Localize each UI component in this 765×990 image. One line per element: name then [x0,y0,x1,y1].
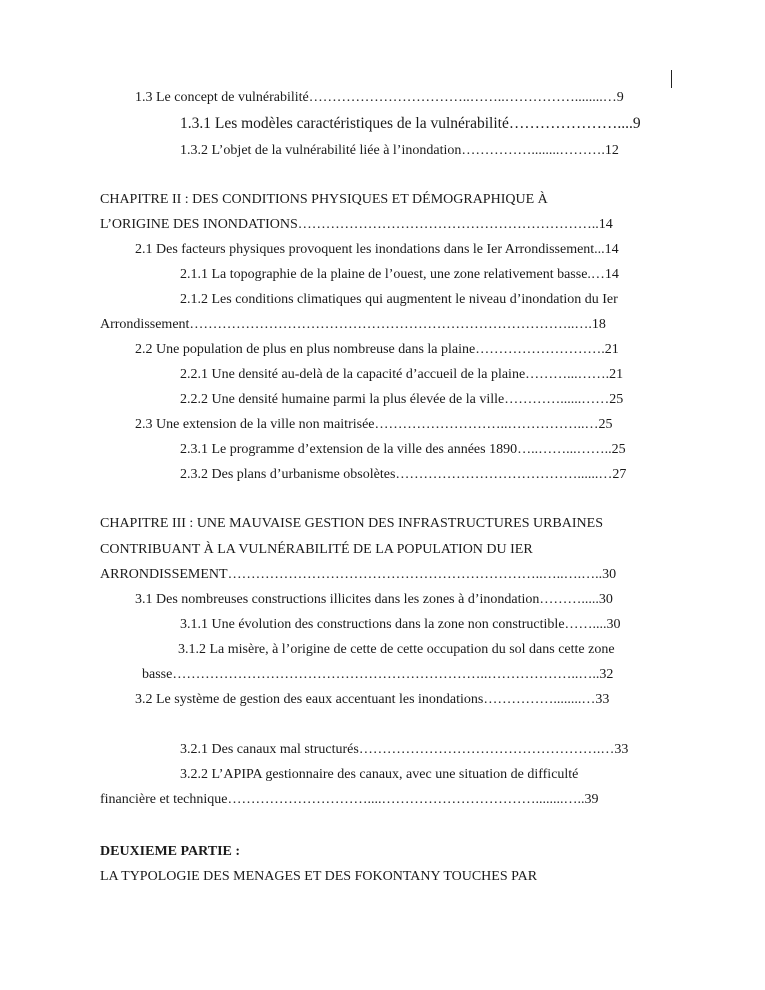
toc-entry-2-2-1[interactable]: 2.2.1 Une densité au-delà de la capacité d’accueil de la plaine………...…….21 [180,367,624,382]
toc-chapter-2-title-cont[interactable]: L’ORIGINE DES INONDATIONS………………………………………………………..14 [100,217,613,232]
toc-chapter-3-title-cont[interactable]: CONTRIBUANT À LA VULNÉRABILITÉ DE LA POPULATION DU IER [100,542,533,557]
toc-entry-3-2-1[interactable]: 3.2.1 Des canaux mal structurés…………………………………………….…33 [180,742,629,757]
toc-entry-3-1[interactable]: 3.1 Des nombreuses constructions illicites dans les zones à d’inondation……….....30 [135,592,613,607]
part-2-title[interactable]: LA TYPOLOGIE DES MENAGES ET DES FOKONTANY TOUCHES PAR [100,869,538,884]
toc-entry-2-2[interactable]: 2.2 Une population de plus en plus nombreuse dans la plaine……………………….21 [135,342,619,357]
toc-entry-2-3[interactable]: 2.3 Une extension de la ville non maitrisée………………………..……………..…25 [135,417,613,432]
toc-entry-3-2-2[interactable]: 3.2.2 L’APIPA gestionnaire des canaux, avec une situation de difficulté [180,767,579,782]
toc-entry-3-1-1[interactable]: 3.1.1 Une évolution des constructions dans la zone non constructible……....30 [180,617,621,632]
part-2-heading[interactable]: DEUXIEME PARTIE : [100,844,241,859]
toc-entry-1-3-1[interactable]: 1.3.1 Les modèles caractéristiques de la vulnérabilité…………………....9 [180,115,641,132]
toc-entry-1-3-2[interactable]: 1.3.2 L’objet de la vulnérabilité liée à l’inondation……………........……….12 [180,143,619,158]
toc-entry-3-2-2-cont[interactable]: financière et technique…………………………....……………………………........…..39 [100,792,599,807]
toc-entry-2-1[interactable]: 2.1 Des facteurs physiques provoquent les inondations dans le Ier Arrondissement...14 [135,242,619,257]
toc-chapter-3-title[interactable]: CHAPITRE III : UNE MAUVAISE GESTION DES INFRASTRUCTURES URBAINES [100,516,603,531]
toc-entry-3-1-2-cont[interactable]: basse…………………………………………………………..………………..…..32 [142,667,614,682]
text-cursor [671,70,672,88]
toc-entry-2-3-2[interactable]: 2.3.2 Des plans d’urbanisme obsolètes…………………………………......…27 [180,467,627,482]
toc-chapter-3-title-end[interactable]: ARRONDISSEMENT…………………………………………………………..…..….…..30 [100,567,617,582]
toc-entry-1-3[interactable]: 1.3 Le concept de vulnérabilité……………………………..……..……………........…9 [135,90,624,105]
toc-entry-2-1-2-cont[interactable]: Arrondissement………………………………………………………………………..….18 [100,317,606,332]
toc-entry-3-1-2[interactable]: 3.1.2 La misère, à l’origine de cette de cette occupation du sol dans cette zone [178,642,615,657]
toc-entry-2-3-1[interactable]: 2.3.1 Le programme d’extension de la ville des années 1890…..……...……..25 [180,442,626,457]
toc-entry-2-2-2[interactable]: 2.2.2 Une densité humaine parmi la plus élevée de la ville…………......……25 [180,392,624,407]
toc-chapter-2-title[interactable]: CHAPITRE II : DES CONDITIONS PHYSIQUES ET DÉMOGRAPHIQUE À [100,192,548,207]
toc-entry-3-2[interactable]: 3.2 Le système de gestion des eaux accentuant les inondations……………........…33 [135,692,610,707]
toc-entry-2-1-2[interactable]: 2.1.2 Les conditions climatiques qui augmentent le niveau d’inondation du Ier [180,292,618,307]
toc-entry-2-1-1[interactable]: 2.1.1 La topographie de la plaine de l’ouest, une zone relativement basse.…14 [180,267,619,282]
